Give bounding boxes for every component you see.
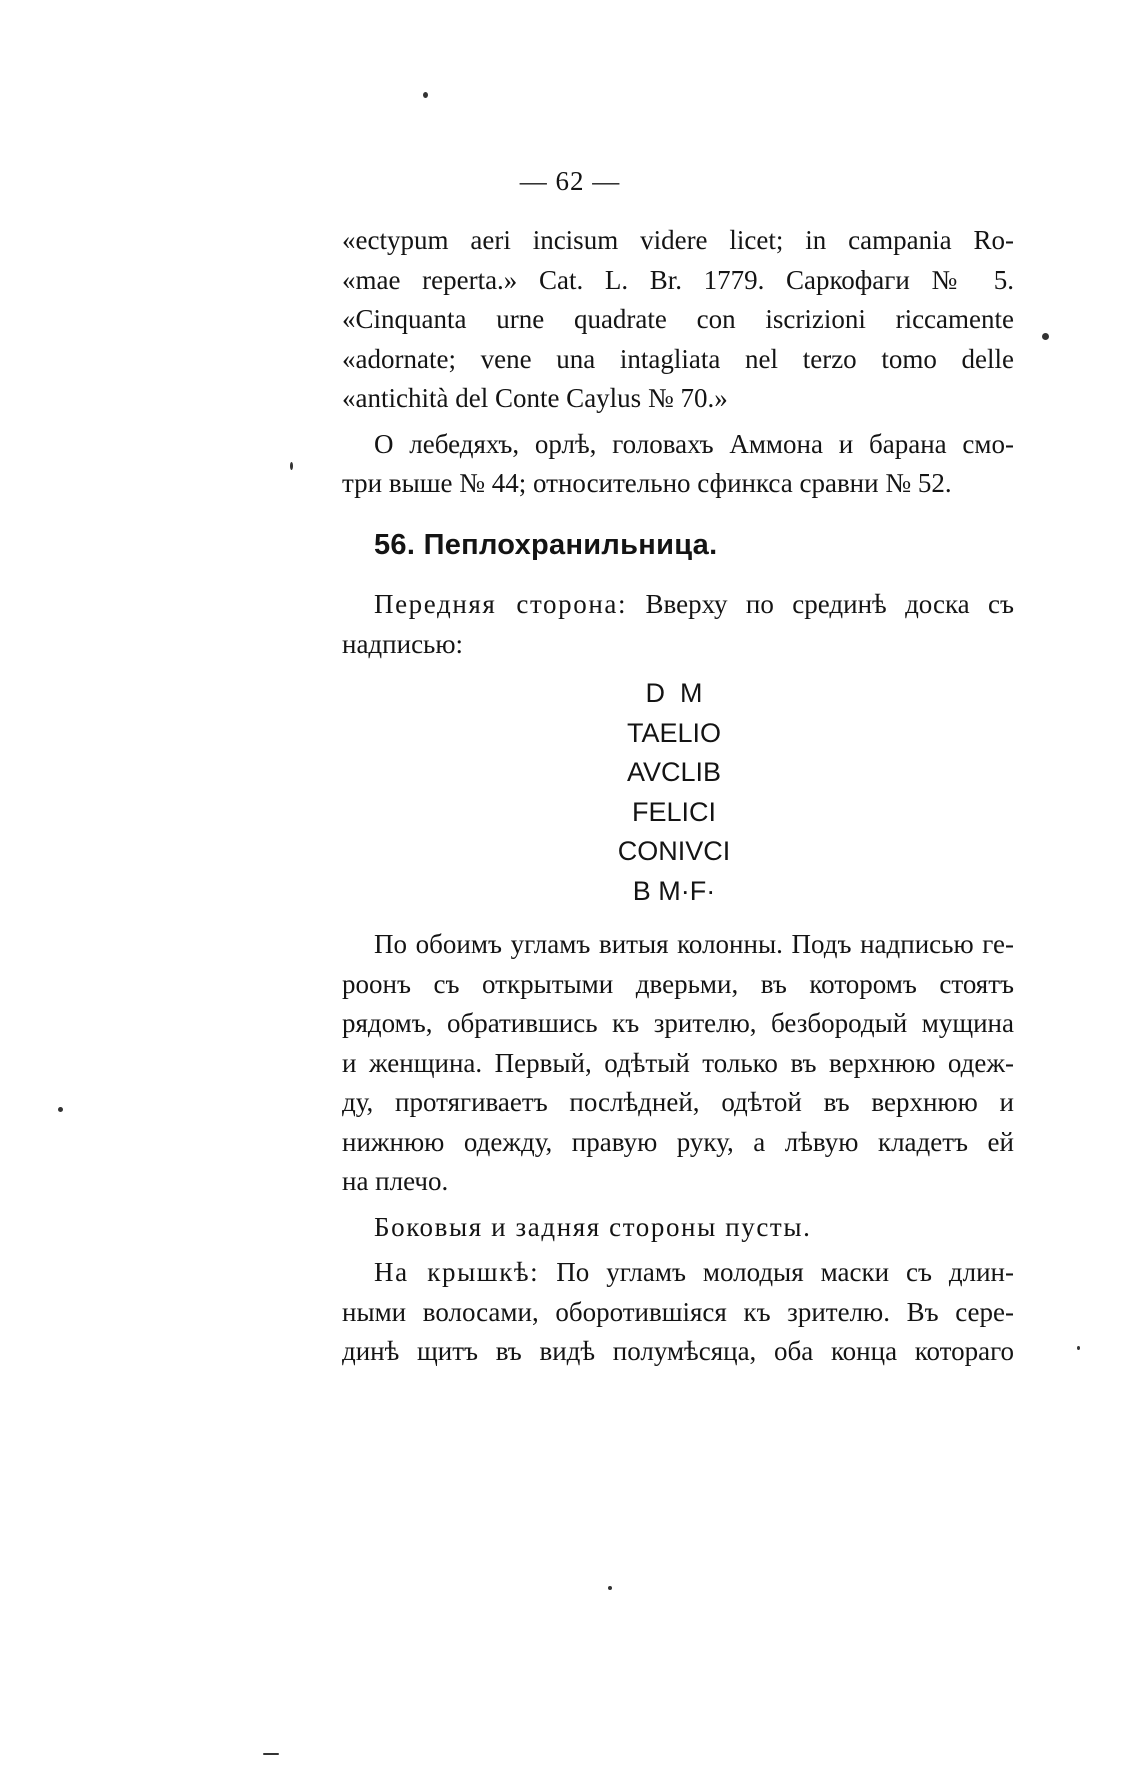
text-line [342,585,1014,625]
inscription-line: D M [645,678,703,708]
paragraph-cross-reference [342,425,1014,504]
text-line: Боковыя и задняя стороны пусты. [374,1211,812,1242]
text-span: Вверху по срединѣ доска съ [627,589,1014,619]
spaced-label: Передняя сторона: [374,589,628,619]
text-line: на плечо. [342,1166,449,1196]
text-line: три выше № 44; относительно сфинкса сравни № 52. [342,468,952,498]
spaced-label: На крышкѣ: [374,1257,540,1287]
text-line: По обоимъ угламъ витыя колонны. Подъ надписью ге- [374,929,1014,959]
text-line: роонъ съ открытыми дверьми, въ которомъ стоятъ [342,968,1014,999]
paragraph-sides [342,1208,1014,1248]
scan-speck [290,462,293,470]
paragraph-front-side [342,585,1014,664]
text-line: ными волосами, оборотившіяся къ зрителю. Въ сере- [342,1296,1014,1327]
scan-speck [423,92,428,98]
paragraph-catalog-citation [342,221,1014,419]
latin-inscription [342,674,1014,911]
text-line: «mae reperta.» Cat. L. Br. 1779. Саркофаги № 5. [342,264,1014,295]
paragraph-description [342,925,1014,1202]
text-line: «adornate; vene una intagliata nel terzo tomo delle [342,343,1014,374]
text-span: По угламъ молодыя маски съ длин- [539,1257,1014,1287]
scan-speck [1077,1346,1080,1350]
text-line: и женщина. Первый, одѣтый только въ верхнюю одеж- [342,1047,1014,1078]
text-line: «ectypum aeri incisum videre licet; in campania Ro- [342,225,1014,255]
inscription-line: B M·F· [632,875,716,906]
inscription-line: FELICI [631,796,717,827]
text-line: рядомъ, обратившись къ зрителю, безбородый мущина [342,1008,1014,1038]
page-body [342,221,1014,1372]
text-line: нижнюю одежду, правую руку, а лѣвую кладетъ ей [342,1126,1014,1157]
scan-speck [1042,333,1049,340]
text-line: надписью: [342,628,464,659]
text-line [342,1253,1014,1293]
scan-speck [263,1753,279,1755]
scan-speck [608,1586,612,1590]
text-line: «antichità del Conte Caylus № 70.» [342,383,728,413]
inscription-line: CONIVCI [617,836,731,866]
text-line: ду, протягиваетъ послѣдней, одѣтой въ верхнюю и [342,1087,1014,1117]
section-heading: 56. Пеплохранильница. [374,528,718,561]
inscription-line: AVCLIB [626,757,722,787]
text-line: «Cinquanta urne quadrate con iscrizioni riccamente [342,304,1014,334]
scan-speck [58,1107,63,1112]
text-line: динѣ щитъ въ видѣ полумѣсяца, оба конца котораго [342,1336,1014,1366]
paragraph-lid [342,1253,1014,1372]
text-line: О лебедяхъ, орлѣ, головахъ Аммона и барана смо- [374,428,1014,459]
page-number: — 62 — [519,166,621,196]
inscription-line: TAELIO [626,717,722,748]
